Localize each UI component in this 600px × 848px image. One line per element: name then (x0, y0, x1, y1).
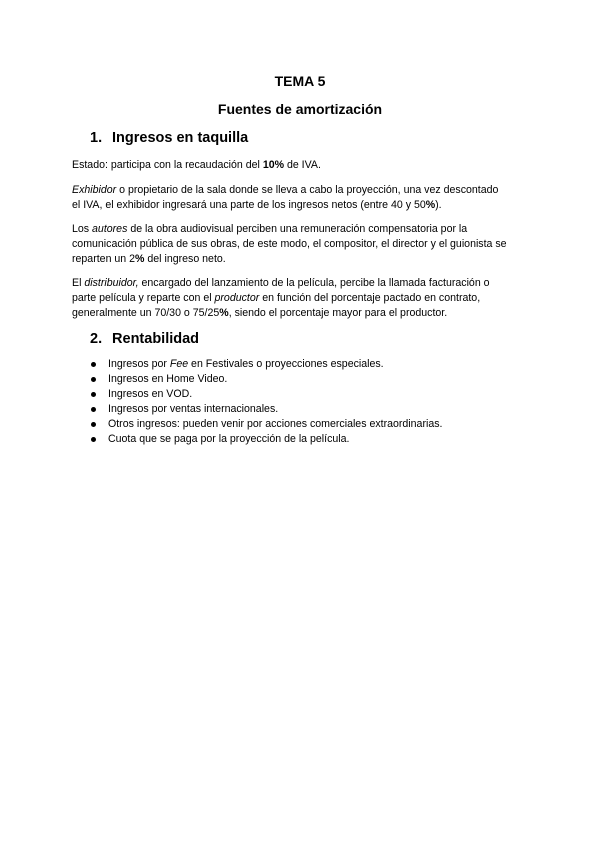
text: en función del porcentaje pactado en contrato, (259, 292, 481, 304)
section-1-number: 1. (90, 130, 103, 146)
text: Estado: participa con la recaudación del (72, 159, 263, 171)
text: Ingresos en VOD. (108, 388, 193, 400)
text: generalmente un 70/30 o 75/25 (72, 307, 220, 319)
text: , siendo el porcentaje mayor para el productor. (228, 307, 448, 319)
paragraph-estado (72, 158, 542, 173)
text: comunicación pública de sus obras, de este modo, el compositor, el director y el guionista se (72, 238, 507, 250)
bullet-icon (91, 437, 96, 442)
bullet-icon (91, 362, 96, 367)
section-2-title: Rentabilidad (112, 331, 200, 347)
list-item (91, 402, 442, 417)
bold-text: 10% (262, 159, 285, 171)
text: reparten un 2 (72, 253, 136, 265)
bullet-icon (91, 422, 96, 427)
list-item (91, 432, 442, 447)
text: de la obra audiovisual perciben una remuneración compensatoria por la (127, 223, 468, 235)
text: en Festivales o proyecciones especiales. (188, 358, 384, 370)
rentabilidad-list (91, 357, 442, 447)
text: encargado del lanzamiento de la película, percibe la llamada facturación o (138, 277, 490, 289)
text: Cuota que se paga por la proyección de la película. (108, 433, 350, 445)
paragraph-autores (72, 222, 542, 267)
italic-term: Exhibidor (72, 184, 117, 196)
section-2-number: 2. (90, 331, 103, 347)
text: parte película y reparte con el (72, 292, 215, 304)
text: El (72, 277, 85, 289)
bold-text: % (135, 253, 145, 265)
list-item (91, 372, 442, 387)
text: Ingresos por ventas internacionales. (108, 403, 279, 415)
bold-text: % (425, 199, 436, 211)
section-1-title: Ingresos en taquilla (112, 130, 249, 146)
document-subtitle: Fuentes de amortización (217, 101, 383, 117)
italic-term: distribuidor, (84, 277, 139, 289)
document-title: TEMA 5 (274, 73, 326, 89)
text: de IVA. (284, 159, 321, 171)
text: Ingresos por (108, 358, 170, 370)
text: o propietario de la sala donde se lleva a cabo la proyección, una vez descontado (116, 184, 499, 196)
text: del ingreso neto. (144, 253, 226, 265)
section-2-heading (90, 330, 199, 348)
bullet-icon (91, 377, 96, 382)
list-item (91, 357, 442, 372)
text: Los (72, 223, 93, 235)
text: Otros ingresos: pueden venir por acciones comerciales extraordinarias. (108, 418, 443, 430)
section-1-heading (90, 129, 248, 147)
italic-term: autores (92, 223, 128, 235)
italic-term: productor (214, 292, 260, 304)
list-item (91, 417, 442, 432)
text: el IVA, el exhibidor ingresará una parte de los ingresos netos (entre 40 y 50 (72, 199, 426, 211)
text: Ingresos en Home Video. (108, 373, 228, 385)
list-item (91, 387, 442, 402)
bullet-icon (91, 407, 96, 412)
bullet-icon (91, 392, 96, 397)
text: ). (435, 199, 442, 211)
paragraph-exhibidor (72, 183, 542, 213)
italic-term: Fee (169, 358, 189, 370)
bold-text: % (219, 307, 229, 319)
paragraph-distribuidor (72, 276, 542, 321)
